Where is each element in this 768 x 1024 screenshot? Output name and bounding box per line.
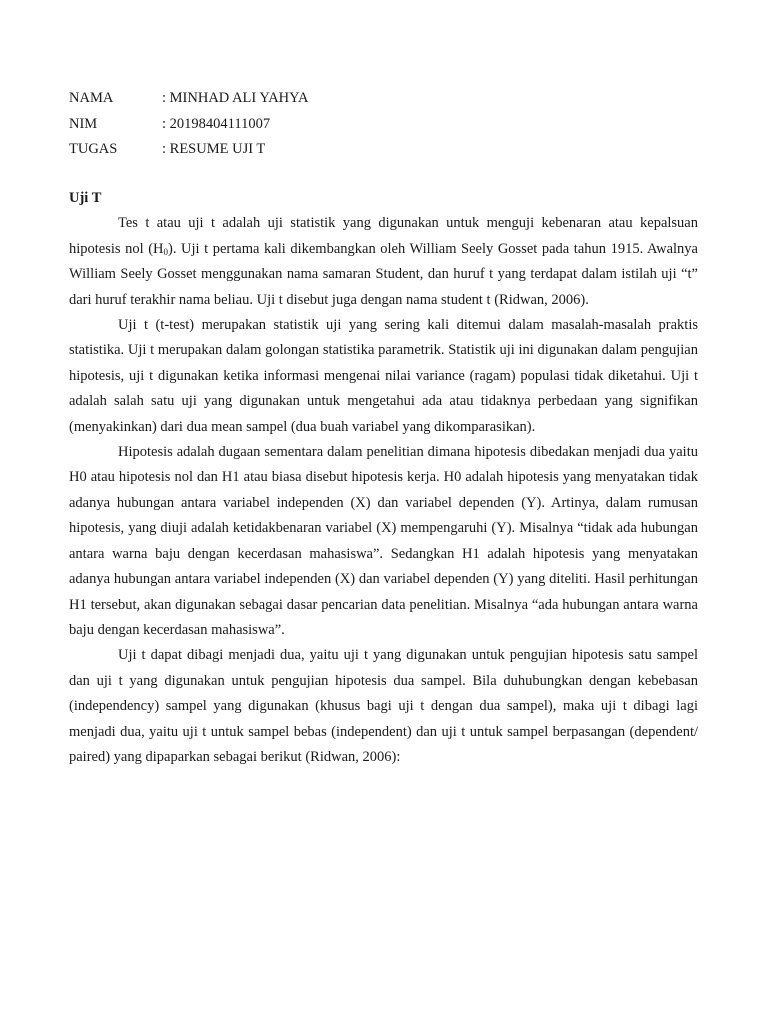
- paragraph-4: Uji t dapat dibagi menjadi dua, yaitu uji t yang digunakan untuk pengujian hipotesis satu sampel dan uji t yang digunakan untuk pengujian hipotesis dua sampel. Bila duhubungkan dengan kebebasan (independency) sampel yang digunakan (khusus bagi uji t dengan dua sampel), maka uji t dibagi lagi menjadi dua, yaitu uji t untuk sampel bebas (independent) dan uji t untuk sampel berpasangan (dependent/ paired) yang dipaparkan sebagai berikut (Ridwan, 2006):: [69, 647, 698, 765]
- section-title: Uji T: [69, 190, 102, 206]
- paragraph-3: Hipotesis adalah dugaan sementara dalam penelitian dimana hipotesis dibedakan menjadi dua yaitu H0 atau hipotesis nol dan H1 atau biasa disebut hipotesis kerja. H0 adalah hipotesis yang menyatakan tidak adanya hubungan antara variabel independen (X) dan variabel dependen (Y). Artinya, dalam rumusan hipotesis, yang diuji adalah ketidakbenaran variabel (X) mempengaruhi (Y). Misalnya “tidak ada hubungan antara warna baju dengan kecerdasan mahasiswa”. Sedangkan H1 adalah hipotesis yang menyatakan adanya hubungan antara variabel independen (X) dan variabel dependen (Y) yang diteliti. Hasil perhitungan H1 tersebut, akan digunakan sebagai dasar pencarian data penelitian. Misalnya “ada hubungan antara warna baju dengan kecerdasan mahasiswa”.: [69, 444, 698, 638]
- paragraph-2: Uji t (t-test) merupakan statistik uji yang sering kali ditemui dalam masalah-masalah praktis statistika. Uji t merupakan dalam golongan statistika parametrik. Statistik uji ini digunakan dalam pengujian hipotesis, uji t digunakan ketika informasi mengenai nilai variance (ragam) populasi tidak diketahui. Uji t adalah salah satu uji yang digunakan untuk mengetahui ada atau tidaknya perbedaan yang signifikan (menyakinkan) dari dua mean sampel (dua buah variabel yang dikomparasikan).: [69, 317, 698, 435]
- task-label: TUGAS: [69, 141, 118, 157]
- document-body: [69, 186, 698, 770]
- name-label: NAMA: [69, 90, 114, 106]
- paragraph-1-part-b: ). Uji t pertama kali dikembangkan oleh William Seely Gosset pada tahun 1915. Awalnya William Seely Gosset menggunakan nama samaran Student, dan huruf t yang terdapat dalam istilah uji “t” dari huruf terakhir nama beliau. Uji t disebut juga dengan nama student t (Ridwan, 2006).: [69, 240, 698, 308]
- student-info-header: [69, 86, 308, 163]
- nim-label: NIM: [69, 115, 98, 132]
- nim-value: : 20198404111007: [162, 115, 271, 132]
- task-value: : RESUME UJI T: [162, 141, 266, 157]
- paragraph-1-subscript: 0: [163, 246, 169, 257]
- task-row: [69, 137, 308, 163]
- name-value: : MINHAD ALI YAHYA: [162, 90, 309, 106]
- paragraph-1-part-a: Tes t atau uji t adalah uji statistik yang digunakan untuk menguji kebenaran atau kepalsuan hipotesis nol (H: [69, 215, 698, 257]
- nim-row: [69, 112, 308, 138]
- name-row: [69, 86, 308, 112]
- paragraph-1: [69, 211, 698, 313]
